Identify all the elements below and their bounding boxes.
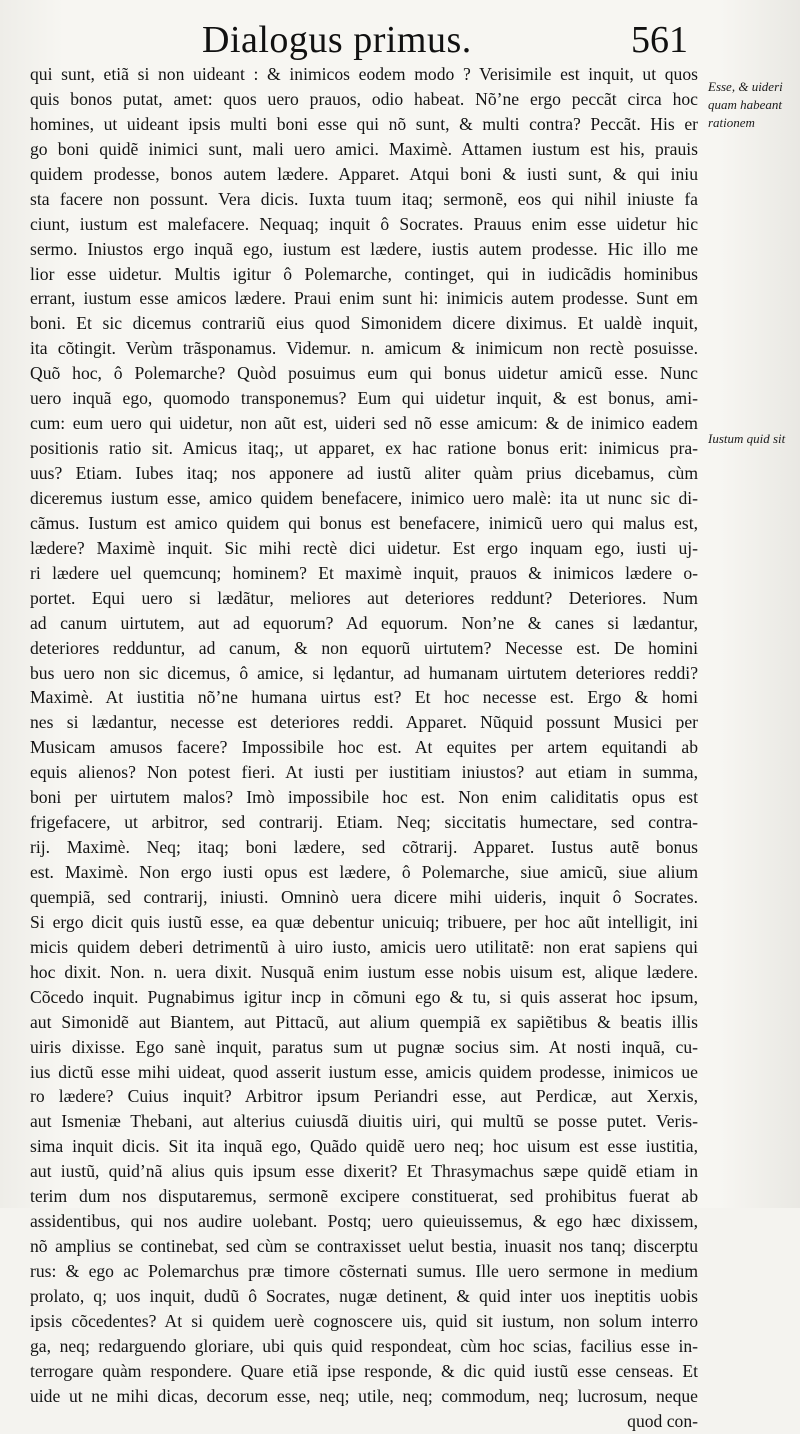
text-line: est. Maximè. Non ergo iusti opus est lædere, ô Polemarche, siue amicũ, siue alium (30, 862, 698, 882)
text-line: lædere? Maximè inquit. Sic mihi rectè dici uidetur. Est ergo inquam ego, iusti uj- (30, 537, 698, 558)
text-line: deteriores redduntur, ad canum, & non equorũ uirtutem? Necesse est. De homini (30, 637, 698, 658)
text-line: rus: & ego ac Polemarchus præ timore cõsternati sumus. Ille uero sermone in medium (30, 1261, 698, 1281)
text-line: ad canum uirtutem, aut ad equorum? Ad equorum. Non’ne & canes si lædantur, (30, 612, 698, 633)
text-line: Si ergo dicit quis iustũ esse, ea quæ debentur unicuiq; tribuere, per hoc aũt intelligit, ini (30, 911, 698, 932)
text-line: Cõcedo inquit. Pugnabimus igitur incp in cõmuni ego & tu, si quis asserat hoc ipsum, (30, 986, 698, 1007)
text-line: terrogare quàm respondere. Quare etiã ipse responde, & dic quid iustũ esse censeas. Et (30, 1360, 698, 1381)
text-line: ciunt, iustum est malefacere. Nequaq; inquit ô Socrates. Prauus enim esse uidetur hic (30, 213, 698, 234)
text-line: cum: eum uero qui uidetur, non aũt est, uideri sed nõ esse amicum: & de inimico eadem (30, 413, 698, 434)
text-line: aut iustũ, quid’nã alius quis ipsum esse dixerit? Et Thrasymachus sæpe quidẽ etiam in (30, 1161, 698, 1182)
text-line: ri lædere uel quemcunq; hominem? Et maximè inquit, prauos & inimicos lædere o- (30, 562, 698, 583)
text-line: uide ut ne mihi dicas, decorum esse, neq; utile, neq; commodum, neq; lucrosum, neque (30, 1385, 698, 1406)
text-line: ius dictũ esse mihi uideat, quod asserit iustum esse, amicis quidem prodesse, inimicos ue (30, 1061, 698, 1082)
text-line: equis alienos? Non potest fieri. At iusti per iustitiam iniustos? aut etiam in summa, (30, 762, 698, 783)
text-line: portet. Equi uero si lædãtur, meliores aut deteriores reddunt? Deteriores. Num (30, 587, 698, 608)
margin-note (708, 430, 798, 448)
margin-note-line: Esse, & uideri (708, 79, 783, 94)
text-line: quod con- (627, 1410, 698, 1431)
text-line: boni. Et sic dicemus contrariũ eius quod Simonidem dicere diximus. Et ualdè inquit, (30, 313, 698, 334)
text-line: errant, iustum esse amicos lædere. Praui enim sunt hi: inimicis autem prodesse. Sunt em (30, 288, 698, 309)
text-line: quis bonos putat, amet: quos uero prauos, odio habeat. Nõ’ne ergo peccãt circa hoc (30, 88, 698, 109)
text-line: micis quidem deberi detrimentũ à uiro iusto, amicis uero utilitatẽ: non erat sapiens qui (30, 936, 698, 957)
text-line: uus? Etiam. Iubes itaq; nos apponere ad iustũ aliter quàm prius dicebamus, cùm (30, 463, 698, 483)
text-line: ro lædere? Cuius inquit? Arbitror ipsum Periandri esse, aut Perdicæ, aut Xerxis, (30, 1086, 698, 1107)
text-line: boni per uirtutem malos? Imò impossibile hoc est. Non enim caliditatis opus est (30, 787, 698, 808)
text-line: cãmus. Iustum est amico quidem qui bonus est benefacere, inimicũ uero qui malus est, (30, 512, 698, 533)
text-line: uiris dixisse. Ego sanè inquit, paratus sum ut pugnæ socius sim. At nosti inquã, cu- (30, 1036, 698, 1057)
text-line: prolato, q; uos inquit, dudũ ô Socrates, nugæ detinent, & quid inter uos ineptitis uobis (30, 1285, 698, 1306)
text-line: uero inquã ego, quomodo transponemus? Eum qui uidetur inquit, & est bonus, ami- (30, 388, 698, 409)
text-line: quempiã, sed contrarij, iniusti. Omninò uera dicere mihi uideris, inquit ô Socrates. (30, 886, 698, 907)
text-line: Maximè. At iustitia nõ’ne humana uirtus est? Et hoc necesse est. Ergo & homi (30, 687, 698, 708)
text-line: hoc dixit. Non. n. uera dixit. Nusquã enim iustum esse nobis uisum est, alique lædere. (30, 961, 698, 982)
page-header (180, 12, 700, 62)
text-line: go boni quidẽ inimici sunt, mali uero amici. Maximè. Attamen iustum est his, prauis (30, 138, 698, 159)
text-line: frigefacere, ut arbitror, sed contrarij. Etiam. Neq; siccitatis humectare, sed contra- (30, 812, 698, 833)
text-line: Musicam amusos facere? Impossibile hoc est. At equites per artem equitandi ab (30, 737, 698, 758)
text-line: assidentibus, qui nos audire uolebant. Postq; uero quieuissemus, & ego hæc dixissem, (30, 1211, 698, 1232)
text-line: positionis ratio sit. Amicus itaq;, ut apparet, ex hac ratione bonus erit: inimicus pra- (30, 438, 698, 459)
text-line: sermo. Iniustos ergo inquã ego, iustum est lædere, iustis autem prodesse. Hic illo me (30, 238, 698, 259)
text-line: nõ amplius se continebat, sed cùm se contraxisset uelut bestia, inuasit nos tanq; discerptu (30, 1236, 698, 1257)
text-line: qui sunt, etiã si non uideant : & inimicos eodem modo ? Verisimile est inquit, ut quos (30, 64, 698, 84)
text-line: homines, ut uideant ipsis multi boni esse qui nõ sunt, & multi contra? Peccãt. His er (30, 113, 698, 134)
running-title: Dialogus primus. (202, 19, 472, 61)
margin-note-line: Iustum quid sit (708, 431, 786, 446)
text-line: ita cõtingit. Verùm trãsponamus. Videmur. n. amicum & inimicum non rectè posuisse. (30, 338, 698, 359)
text-line: lior esse uidetur. Multis igitur ô Polemarche, continget, qui in iudicãdis hominibus (30, 263, 698, 284)
margin-note-line: rationem (708, 115, 755, 130)
page-number: 561 (631, 19, 688, 61)
text-line: Quõ hoc, ô Polemarche? Quòd posuimus eum qui bonus uidetur amicũ esse. Nunc (30, 363, 698, 384)
text-line: nes si lædantur, necesse est deteriores reddi. Apparet. Nũquid possunt Musici per (30, 712, 698, 733)
text-line: terim dum nos disputaremus, sermonẽ excipere constituerat, sed prohibitus fuerat ab (30, 1186, 698, 1207)
text-line: sima inquit dicis. Sit ita inquã ego, Quãdo quidẽ uero neq; hoc uisum est esse iustitia, (30, 1136, 698, 1157)
margin-note-line: quam habeant (708, 97, 783, 112)
text-line: sta facere non possunt. Vera dicis. Iuxta tuum itaq; sermonẽ, eos qui nihil iniuste fa (30, 188, 698, 209)
text-line: bus uero non sic dicemus, ô amice, si lędantur, ad humanam uirtutem deteriores reddi? (30, 662, 698, 683)
text-line: ipsis cõcedentes? At si quidem uerè cognoscere uis, quid sit iustum, non solum interro (30, 1310, 698, 1331)
text-line: rij. Maximè. Neq; itaq; boni lædere, sed cõtrarij. Apparet. Iustus autẽ bonus (30, 837, 698, 858)
text-line: quidem prodesse, bonos autem lædere. Apparet. Atqui boni & iusti sunt, & qui iniu (30, 163, 698, 184)
margin-note (708, 78, 798, 132)
text-line: ga, neq; redarguendo gloriare, ubi quis quid respondeat, cùm hoc scias, facilius esse in- (30, 1335, 698, 1356)
body-text (30, 62, 698, 1434)
text-line: aut Ismeniæ Thebani, aut alterius cuiusdã diuitis uiri, qui multũ se posse putet. Veris- (30, 1111, 698, 1132)
text-line: diceremus iustum esse, amico quidem benefacere, inimico uero malè: ita ut nunc sic di- (30, 487, 698, 508)
text-line: aut Simonidẽ aut Biantem, aut Pittacũ, aut alium quempiã ex sapiẽtibus & beatis illis (30, 1011, 698, 1032)
